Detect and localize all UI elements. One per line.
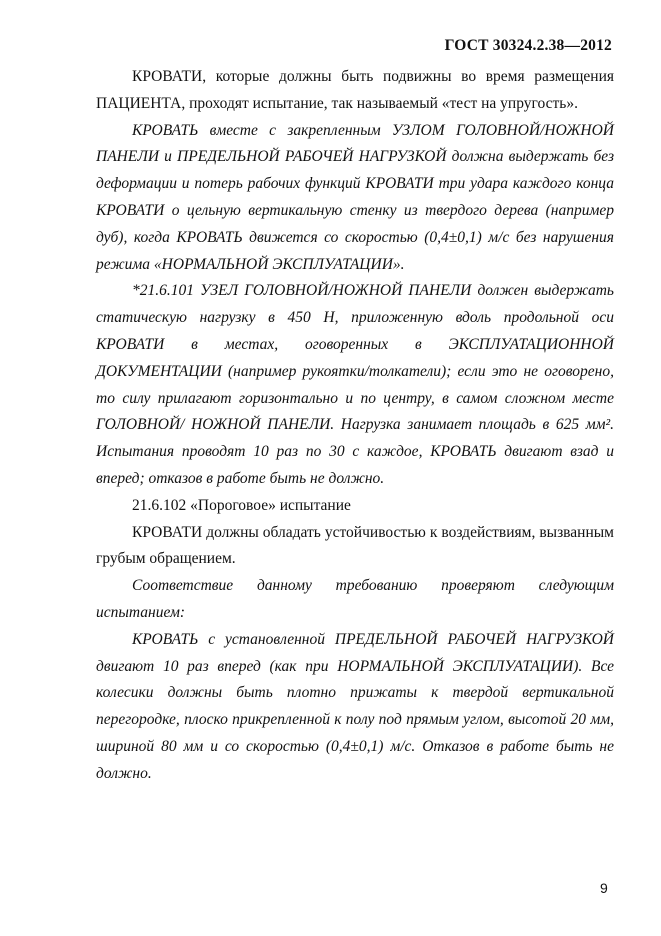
paragraph-compliance-check: Соответствие данному требованию проверяют следующим испытанием: [96, 577, 614, 621]
paragraph-threshold-test: КРОВАТЬ с установленной ПРЕДЕЛЬНОЙ РАБОЧЕЙ НАГРУЗКОЙ двигают 10 раз вперед (как при НОРМАЛЬНОЙ ЭКСПЛУАТАЦИИ). Все колесики должны быть плотно прижаты к твердой вертикальной перегородке, плоско прикрепленной к полу под прямым углом, высотой 20 мм, шириной 80 мм и со скоростью (0,4±0,1) м/с. Отказов в работе быть не должно. [96, 630, 614, 782]
paragraph-section-21-6-101: *21.6.101 УЗЕЛ ГОЛОВНОЙ/НОЖНОЙ ПАНЕЛИ должен выдержать статическую нагрузку в 450 Н, приложенную вдоль продольной оси КРОВАТИ в местах, оговоренных в ЭКСПЛУАТАЦИОННОЙ ДОКУМЕНТАЦИИ (например рукоятки/толкатели); если это не оговорено, то силу прилагают горизонтально и по центру, в самом сложном месте ГОЛОВНОЙ/ НОЖНОЙ ПАНЕЛИ. Нагрузка занимает площадь в 625 мм². Испытания проводят 10 раз по 30 с каждое, КРОВАТЬ двигают взад и вперед; отказов в работе быть не должно. [96, 282, 614, 487]
paragraph-impact-test: КРОВАТЬ вместе с закрепленным УЗЛОМ ГОЛОВНОЙ/НОЖНОЙ ПАНЕЛИ и ПРЕДЕЛЬНОЙ РАБОЧЕЙ НАГРУЗКОЙ должна выдержать без деформации и потерь рабочих функций КРОВАТИ три удара каждого конца КРОВАТИ о цельную вертикальную стенку из твердого дерева (например дуб), когда КРОВАТЬ движется со скоростью (0,4±0,1) м/с без нарушения режима «НОРМАЛЬНОЙ ЭКСПЛУАТАЦИИ». [96, 121, 614, 273]
paragraph-rough-handling: КРОВАТИ должны обладать устойчивостью к воздействиям, вызванным грубым обращением. [96, 523, 614, 568]
section-heading-21-6-102: 21.6.102 «Пороговое» испытание [132, 496, 351, 514]
document-header: ГОСТ 30324.2.38—2012 [444, 37, 612, 54]
paragraph-mobility-requirement: КРОВАТИ, которые должны быть подвижны во время размещения ПАЦИЕНТА, проходят испытание, так называемый «тест на упругость». [96, 68, 614, 112]
document-body [96, 64, 614, 788]
page-number: 9 [600, 880, 608, 896]
